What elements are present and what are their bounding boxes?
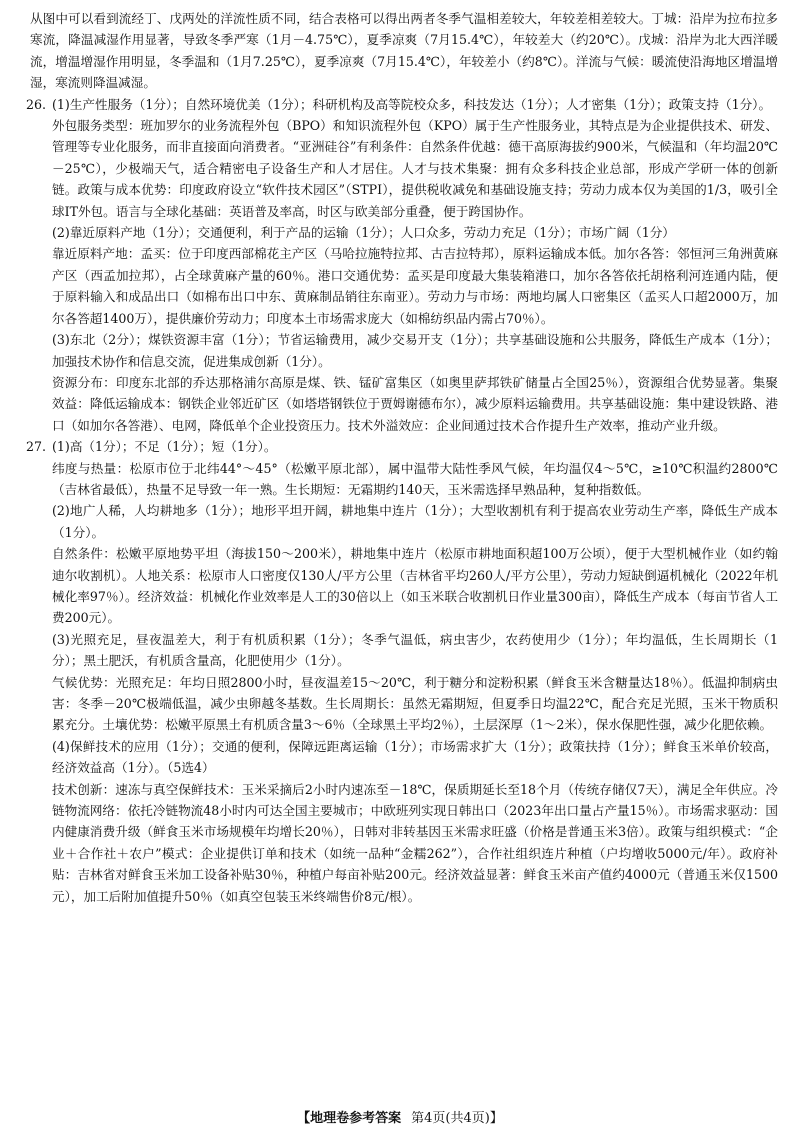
paragraph-text: (1)高（1分）；不足（1分）；短（1分）。 bbox=[52, 439, 277, 455]
paragraph-text: 外包服务类型：班加罗尔的业务流程外包（BPO）和知识流程外包（KPO）属于生产性服务业，其特点是为企业提供技术、研发、管理等专业化服务，而非直接面向消费者。“亚洲硅谷”有利条件：自然条件优越：德干高原海拔约900米，气候温和（年均温20℃－25℃），少极端天气，适合精密电子设备生产和人才居住。人才与技术集聚：拥有众多科技企业总部，形成产学研一体的创新链。政策与成本优势：印度政府设立“软件技术园区”（STPI），提供税收减免和基础设施支持；劳动力成本仅为美国的1/3，吸引全球IT外包。语言与全球化基础：英语普及率高，时区与欧美部分重叠，便于跨国协作。 bbox=[52, 118, 778, 219]
question-26-part-1 bbox=[26, 94, 778, 115]
paragraph-text: 资源分布：印度东北部的乔达那格浦尔高原是煤、铁、锰矿富集区（如奥里萨邦铁矿储量占全国25％），资源组合优势显著。集聚效益：降低运输成本：钢铁企业邻近矿区（如塔塔钢铁位于贾姆谢德布尔），减少原料运输费用。共享基础设施：集中建设铁路、港口（如加尔各答港）、电网，降低单个企业投资压力。技术外溢效应：企业间通过技术合作提升生产效率，推动产业升级。 bbox=[52, 374, 778, 433]
answer-paragraph bbox=[30, 372, 778, 436]
answer-paragraph bbox=[30, 243, 778, 329]
paragraph-text: (2)地广人稀，人均耕地多（1分）；地形平坦开阔，耕地集中连片（1分）；大型收割机有利于提高农业劳动生产率，降低生产成本（1分）。 bbox=[52, 503, 778, 540]
answer-paragraph bbox=[30, 329, 778, 372]
paragraph-text: 纬度与热量：松原市位于北纬44°～45°（松嫩平原北部），属中温带大陆性季风气候，年均温仅4～5℃，≥10℃积温约2800℃（吉林省最低），热量不足导致一年一熟。生长期短：无霜期约140天，玉米需选择早熟品种，复种指数低。 bbox=[52, 460, 778, 497]
paragraph-text: (4)保鲜技术的应用（1分）；交通的便利，保障远距离运输（1分）；市场需求扩大（1分）；政策扶持（1分）；鲜食玉米单价较高，经济效益高（1分）。（5选4） bbox=[52, 738, 778, 776]
answer-paragraph bbox=[30, 115, 778, 222]
page-footer bbox=[0, 1107, 800, 1126]
answer-paragraph bbox=[30, 543, 778, 629]
answer-paragraph bbox=[30, 672, 778, 736]
answer-paragraph bbox=[30, 629, 778, 672]
question-number: 27. bbox=[26, 439, 47, 455]
paragraph-text: 靠近原料产地：孟买：位于印度西部棉花主产区（马哈拉施特拉邦、古吉拉特邦），原料运输成本低。加尔各答：邻恒河三角洲黄麻产区（西孟加拉邦），占全球黄麻产量的60％。港口交通优势：孟买是印度最大集装箱港口，加尔各答依托胡格利河连通内陆，便于原料输入和成品出口（如棉布出口中东、黄麻制品销往东南亚）。劳动力与市场：两地均属人口密集区（孟买人口超2000万，加尔各答超1400万），提供廉价劳动力；印度本土市场需求庞大（如棉纺织品内需占70％）。 bbox=[52, 246, 778, 326]
footer-page-number: 第4页(共4页)】 bbox=[411, 1111, 503, 1126]
answer-content bbox=[26, 8, 778, 907]
answer-paragraph bbox=[30, 779, 778, 907]
paragraph-text: 从图中可以看到流经丁、戊两处的洋流性质不同，结合表格可以得出两者冬季气温相差较大，年较差相差较大。丁城：沿岸为拉布拉多寒流，降温减湿作用显著，导致冬季严寒（1月－4.75℃），夏季凉爽（7月15.4℃），年较差大（约20℃）。戊城：沿岸为北大西洋暖流，增温增湿作用明显，冬季温和（1月7.25℃），夏季凉爽（7月15.4℃），年较差小（约8℃）。洋流与气候：暖流使沿海地区增温增湿，寒流则降温减湿。 bbox=[30, 11, 778, 91]
answer-paragraph bbox=[30, 458, 778, 501]
paragraph-text: (2)靠近原料产地（1分）；交通便利，利于产品的运输（1分）；人口众多，劳动力充足（1分）；市场广阔（1分） bbox=[52, 225, 675, 241]
paragraph-text: (3)光照充足，昼夜温差大，利于有机质积累（1分）；冬季气温低，病虫害少，农药使用少（1分）；年均温低，生长周期长（1分）；黑土肥沃，有机质含量高，化肥使用少（1分）。 bbox=[52, 631, 778, 669]
paragraph-text: (3)东北（2分）；煤铁资源丰富（1分）；节省运输费用，减少交易开支（1分）；共享基础设施和公共服务，降低生产成本（1分）；加强技术协作和信息交流，促进集成创新（1分）。 bbox=[52, 332, 778, 369]
paragraph-text: 气候优势：光照充足：年均日照2800小时，昼夜温差15～20℃，利于糖分和淀粉积累（鲜食玉米含糖量达18％）。低温抑制病虫害：冬季－20℃极端低温，减少虫卵越冬基数。生长周期长：虽然无霜期短，但夏季日均温22℃，配合充足光照，玉米干物质积累充分。土壤优势：松嫩平原黑土有机质含量3～6％（全球黑土平均2％），土层深厚（1～2米），保水保肥性强，减少化肥依赖。 bbox=[52, 674, 778, 733]
answer-paragraph bbox=[30, 8, 778, 94]
question-number: 26. bbox=[26, 96, 47, 112]
answer-paragraph bbox=[30, 500, 778, 543]
answer-paragraph bbox=[30, 222, 778, 243]
question-27-part-1 bbox=[26, 436, 778, 457]
footer-title: 【地理卷参考答案 bbox=[297, 1111, 402, 1126]
paragraph-text: 技术创新：速冻与真空保鲜技术：玉米采摘后2小时内速冻至－18℃，保质期延长至18个月（传统存储仅7天），满足全年供应。冷链物流网络：依托冷链物流48小时内可达全国主要城市；中欧班列实现日韩出口（2023年出口量占产量15％）。市场需求驱动：国内健康消费升级（鲜食玉米市场规模年均增长20％），日韩对非转基因玉米需求旺盛（价格是普通玉米3倍）。政策与组织模式：“企业＋合作社＋农户”模式：企业提供订单和技术（如统一品种“金糯262”），合作社组织连片种植（户均增收5000元/年）。政府补贴：吉林省对鲜食玉米加工设备补贴30％，种植户每亩补贴200元。经济效益显著：鲜食玉米亩产值约4000元（普通玉米仅1500元），加工后附加值提升50％（如真空包装玉米终端售价8元/根）。 bbox=[52, 781, 778, 904]
paragraph-text: 自然条件：松嫩平原地势平坦（海拔150～200米），耕地集中连片（松原市耕地面积超100万公顷），便于大型机械作业（如约翰迪尔收割机）。人地关系：松原市人口密度仅130人/平方公里（吉林省平均260人/平方公里），劳动力短缺倒逼机械化（2022年机械化率97％）。经济效益：机械化作业效率是人工的30倍以上（如玉米联合收割机日作业量300亩），降低生产成本（每亩节省人工费200元）。 bbox=[52, 546, 778, 626]
answer-paragraph bbox=[30, 736, 778, 779]
paragraph-text: (1)生产性服务（1分）；自然环境优美（1分）；科研机构及高等院校众多，科技发达（1分）；人才密集（1分）；政策支持（1分）。 bbox=[52, 96, 772, 112]
